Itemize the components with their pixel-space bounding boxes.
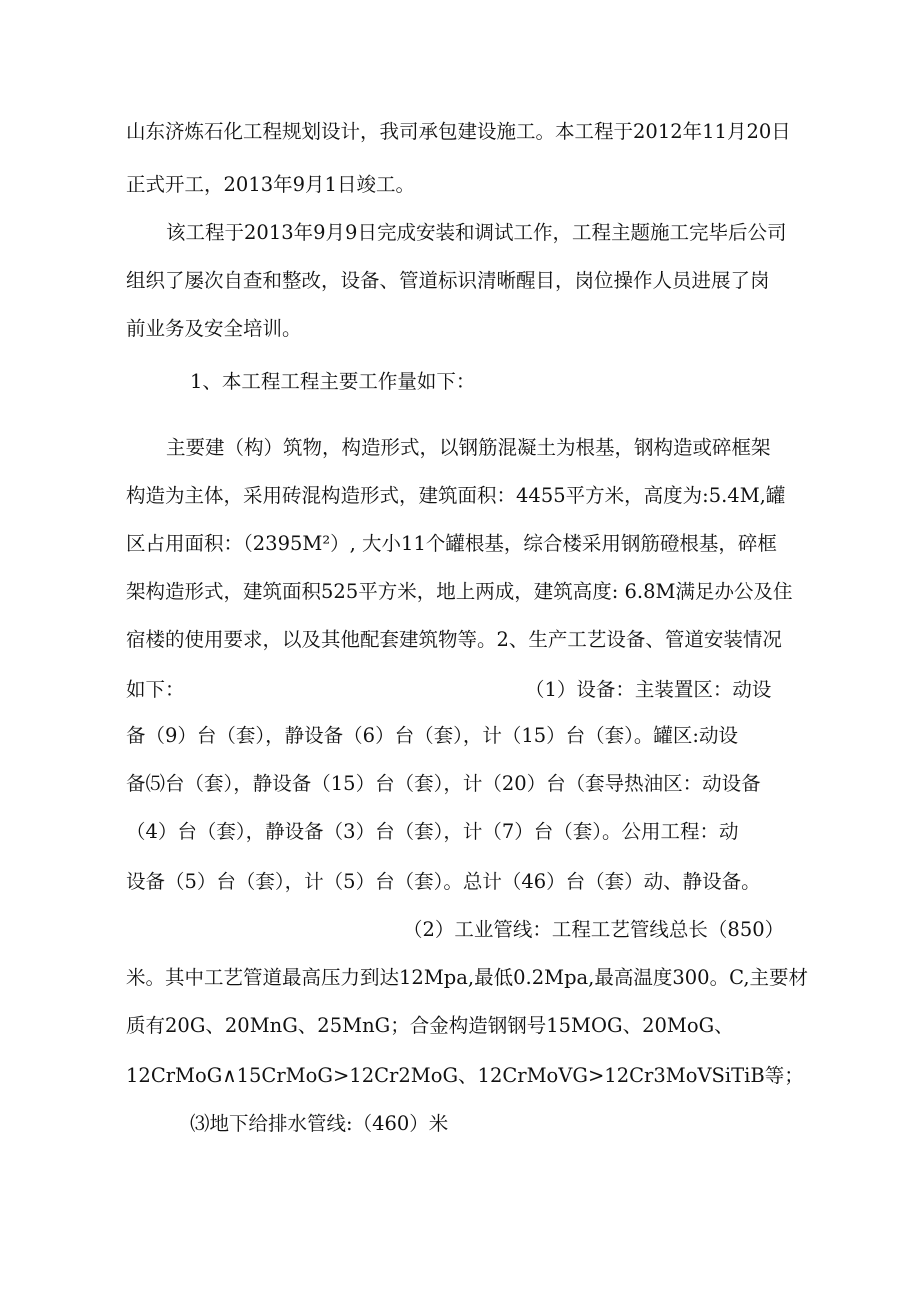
text-line-19: 米。其中工艺管道最高压力到达12Mpa,最低0.2Mpa,最高温度300。C,主要材: [126, 966, 809, 989]
text-line-10: 架构造形式，建筑面积525平方米，地上两成，建筑高度: 6.8M满足办公及住: [126, 580, 793, 603]
text-line-20: 质有20G、20MnG、25MnG；合金构造钢钢号15MOG、20MoG、: [126, 1014, 734, 1037]
text-line-16: （4）台（套），静设备（3）台（套），计（7）台（套）。公用工程：动: [126, 820, 739, 843]
text-line-21: 12CrMoG∧15CrMoG>12Cr2MoG、12CrMoVG>12Cr3MoVSiTiB等；: [126, 1064, 804, 1087]
text-line-7: 主要建（构）筑物，构造形式，以钢筋混凝土为根基，钢构造或碎框架: [166, 436, 771, 459]
text-line-17: 设备（5）台（套），计（5）台（套）。总计（46）台（套）动、静设备。: [126, 870, 761, 893]
text-line-2: 正式开工，2013年9月1日竣工。: [126, 173, 415, 196]
text-line-13: （1）设备：主装置区：动设: [525, 678, 772, 701]
text-line-22: ⑶地下给排水管线:（460）米: [190, 1112, 449, 1135]
text-line-4: 组织了屡次自查和整改，设备、管道标识清晰醒目，岗位操作人员进展了岗: [126, 269, 770, 292]
text-line-8: 构造为主体，采用砖混构造形式，建筑面积：4455平方米，高度为:5.4M,罐: [126, 484, 786, 507]
text-line-9: 区占用面积：（2395M²）, 大小11个罐根基，综合楼采用钢筋磴根基，碎框: [126, 532, 777, 555]
section-heading-1: 1、本工程工程主要工作量如下：: [190, 370, 476, 393]
text-line-1: 山东济炼石化工程规划设计，我司承包建设施工。本工程于2012年11月20日: [126, 120, 791, 143]
text-line-5: 前业务及安全培训。: [126, 317, 302, 340]
text-line-11: 宿楼的使用要求，以及其他配套建筑物等。2、生产工艺设备、管道安装情况: [126, 628, 782, 651]
text-line-3: 该工程于2013年9月9日完成安装和调试工作，工程主题施工完毕后公司: [166, 221, 787, 244]
text-line-14: 备（9）台（套），静设备（6）台（套），计（15）台（套）。罐区:动设: [126, 724, 738, 747]
text-line-12: 如下：: [126, 678, 185, 701]
text-line-18: （2）工业管线：工程工艺管线总长（850）: [403, 918, 785, 941]
text-line-15: 备⑸台（套），静设备（15）台（套），计（20）台（套导热油区：动设备: [126, 772, 761, 795]
